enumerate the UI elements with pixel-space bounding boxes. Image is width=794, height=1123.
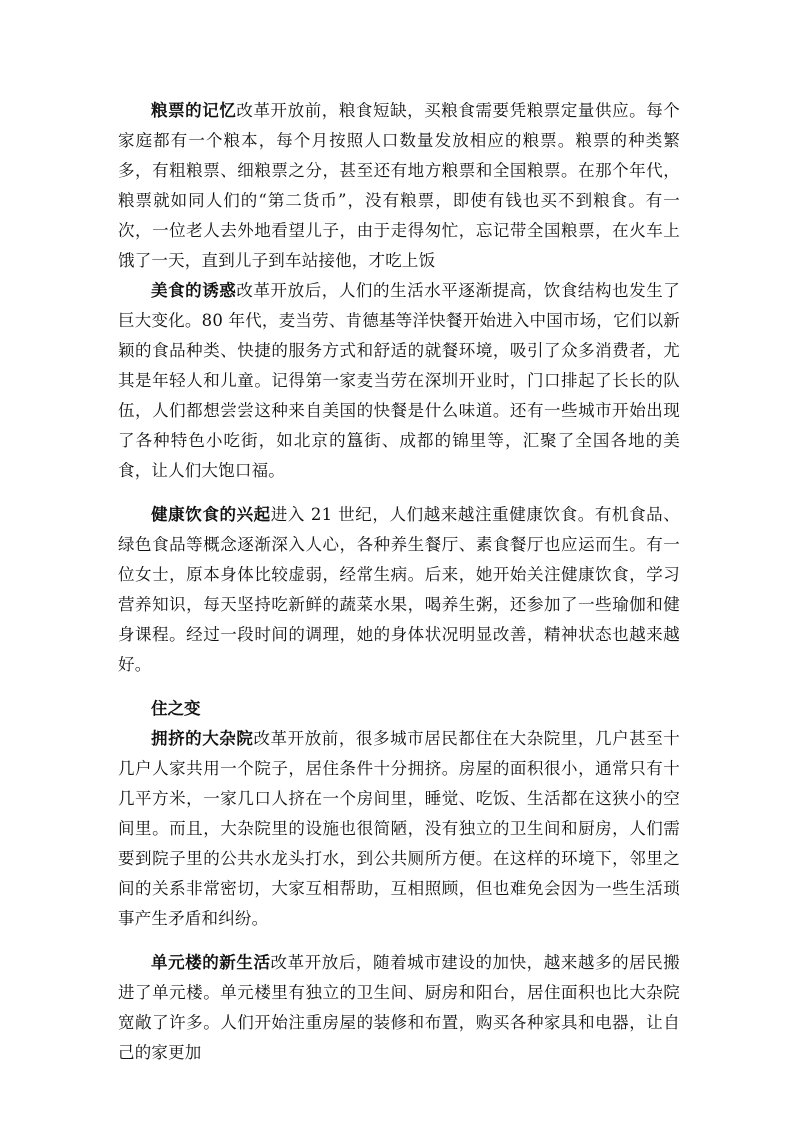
paragraph-text: 改革开放后，随着城市建设的加快，越来越多的居民搬进了单元楼。单元楼里有独立的卫生间、厨房和阳台，居住面积也比大杂院宽敞了许多。人们开始注重房屋的装修和布置，购买各种家具和电器，让自己的家更加 <box>118 953 680 1062</box>
section-heading-housing: 住之变 <box>151 699 201 718</box>
paragraph-healthy-diet <box>118 500 680 680</box>
paragraph-text: 进入 21 世纪，人们越来越注重健康饮食。有机食品、绿色食品等概念逐渐深入人心，各种养生餐厅、素食餐厅也应运而生。有一位女士，原本身体比较虚弱，经常生病。后来，她开始关注健康饮食，学习营养知识，每天坚持吃新鲜的蔬菜水果，喝养生粥，还参加了一些瑜伽和健身课程。经过一段时间的调理，她的身体状况明显改善，精神状态也越来越好。 <box>118 505 680 674</box>
paragraph-crowded-courtyard <box>118 724 680 934</box>
paragraph-lead: 健康饮食的兴起 <box>151 505 271 524</box>
paragraph-text: 改革开放后，人们的生活水平逐渐提高，饮食结构也发生了巨大变化。80 年代，麦当劳、肯德基等洋快餐开始进入中国市场，它们以新颖的食品种类、快捷的服务方式和舒适的就餐环境，吸引了众多消费者，尤其是年轻人和儿童。记得第一家麦当劳在深圳开业时，门口排起了长长的队伍，人们都想尝尝这种来自美国的快餐是什么味道。还有一些城市开始出现了各种特色小吃街，如北京的簋街、成都的锦里等，汇聚了全国各地的美食，让人们大饱口福。 <box>118 281 681 480</box>
paragraph-lead: 单元楼的新生活 <box>151 953 271 972</box>
paragraph-lead: 粮票的记忆 <box>151 101 237 120</box>
document-body <box>118 96 680 1068</box>
paragraph-grain-tickets <box>118 96 680 276</box>
paragraph-food-temptation <box>118 276 680 486</box>
paragraph-apartment-life <box>118 948 680 1068</box>
paragraph-text: 改革开放前，很多城市居民都住在大杂院里，几户甚至十几户人家共用一个院子，居住条件十分拥挤。房屋的面积很小，通常只有十几平方米，一家几口人挤在一个房间里，睡觉、吃饭、生活都在这狭小的空间里。而且，大杂院里的设施也很简陋，没有独立的卫生间和厨房，人们需要到院子里的公共水龙头打水，到公共厕所方便。在这样的环境下，邻里之间的关系非常密切，大家互相帮助，互相照顾，但也难免会因为一些生活琐事产生矛盾和纠纷。 <box>118 729 681 928</box>
paragraph-lead: 拥挤的大杂院 <box>151 729 254 748</box>
paragraph-lead: 美食的诱惑 <box>151 281 237 300</box>
paragraph-text: 改革开放前，粮食短缺，买粮食需要凭粮票定量供应。每个家庭都有一个粮本，每个月按照人口数量发放相应的粮票。粮票的种类繁多，有粗粮票、细粮票之分，甚至还有地方粮票和全国粮票。在那个年代，粮票就如同人们的“第二货币”，没有粮票，即使有钱也买不到粮食。有一次，一位老人去外地看望儿子，由于走得匆忙，忘记带全国粮票，在火车上饿了一天，直到儿子到车站接他，才吃上饭 <box>118 101 681 270</box>
